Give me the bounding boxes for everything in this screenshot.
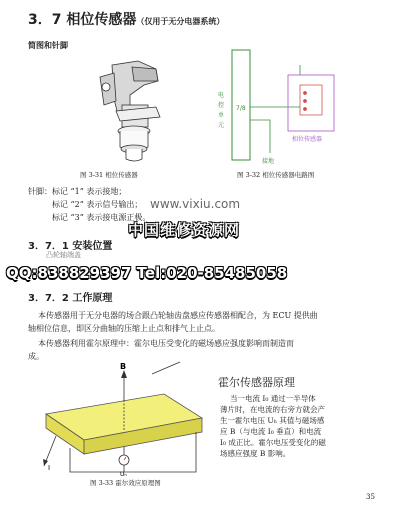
ecu-label-3: 单 [218,112,225,119]
watermark-site-name: 中国维修资源网 [128,221,241,239]
pin-3-text: 标记 “3” 表示接电源正极。 [52,213,151,222]
figure-3-33-caption: 图 3-33 霍尔效应原理图 [90,479,161,487]
hall-line-1: 当一电流 I₀ 通过一半导体 [230,394,316,403]
hall-principle-title: 霍尔传感器原理 [218,376,295,389]
page-number: 35 [366,493,375,501]
sensor-box [288,75,334,131]
paragraph-1-line-2: 轴相位信息，即区分曲轴的压缩上止点和排气上止点。 [28,324,220,333]
circuit-diagram [200,45,370,170]
install-location-hint: 凸轮轴端盖 [46,251,81,259]
title-note: （仅用于无分电器系统） [136,17,225,26]
figure-3-31-caption: 图 3-31 相位传感器 [80,171,138,179]
label-i: I [48,464,51,472]
label-uh: Uₕ [120,471,127,478]
subtitle: 简图和针脚 [28,41,68,50]
pin-1-text: 针脚：标记 “1” 表示接地； [28,187,127,196]
hall-line-2: 薄片时，在电流的右旁方就会产 [220,405,325,414]
title-text: 3．7 相位传感器 [28,12,137,28]
pin-2-text: 标记 “2” 表示信号输出； [52,200,143,209]
watermark-contact: QQ:838829397 Tel:020-85485058 [6,264,288,282]
sensor-label: 相位传感器 [292,136,323,143]
paragraph-2-line-1: 本传感器利用霍尔原理中：霍尔电压受变化的磁场感应强度影响而制造而 [38,339,294,348]
section-3-7-1-heading: 3．7．1 安装位置 [28,241,113,252]
hall-line-3: 生一霍尔电压 Uₕ 其值与磁场感 [220,416,325,425]
section-3-7-2-heading: 3．7．2 工作原理 [28,293,113,304]
ecu-label-4: 元 [218,122,225,129]
hall-effect-diagram [40,360,208,478]
hall-line-6: 场感应强度 B 影响。 [220,449,291,458]
page-title [28,9,224,29]
figure-3-32-caption: 图 3-32 相位传感器电路图 [237,171,315,179]
ground-label: 接地 [262,158,275,165]
paragraph-2-line-2: 成。 [28,352,44,361]
phase-sensor-drawing [60,55,185,165]
paragraph-1-line-1: 本传感器用于无分电器的场合跟凸轮轴齿盘感应传感器相配合，为 ECU 提供曲 [38,311,318,320]
label-b: B [120,362,127,371]
watermark-url: www.vixiu.com [150,197,241,211]
hall-line-5: I₀ 成正比。霍尔电压受变化的磁 [220,438,326,447]
ecu-label-2: 控 [218,102,225,109]
hall-line-4: 应 B（与电流 I₀ 垂直）和电流 [220,427,322,436]
pin-number-label: 7/8 [236,105,246,112]
ecu-label-1: 电 [218,92,225,99]
